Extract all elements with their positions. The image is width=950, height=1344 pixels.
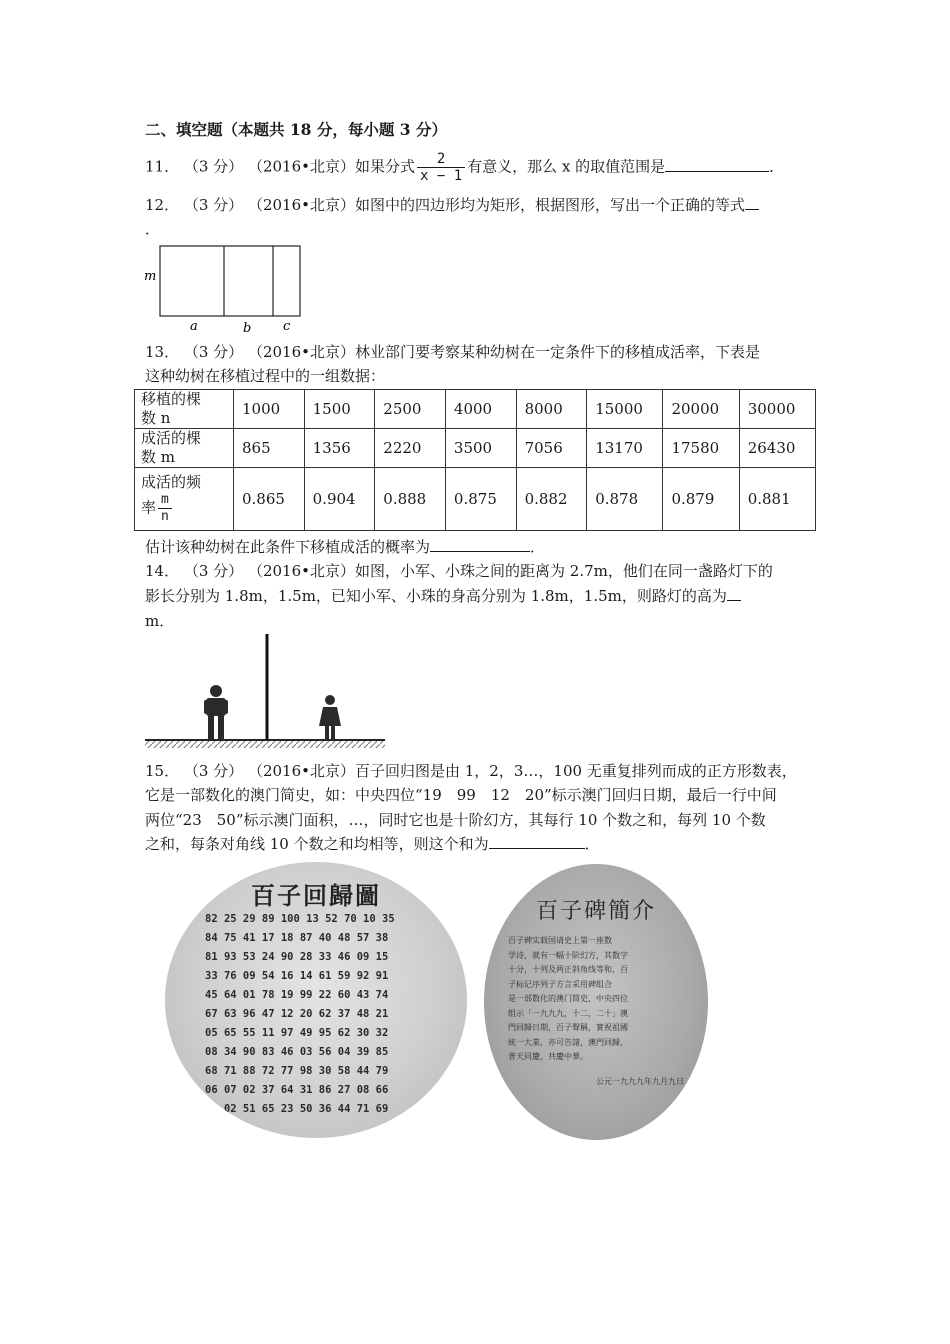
stele-line: 组示「一九九九，十二，二十」澳 — [508, 1008, 628, 1018]
q14-text-line3: m． — [145, 612, 175, 630]
q11-points: （3 分） — [183, 157, 244, 176]
bainzi-huigui-title: 百子回歸圖 — [251, 882, 381, 910]
table-cell: 4000 — [445, 390, 516, 429]
table-cell: 0.865 — [234, 468, 305, 531]
q12-text: 如图中的四边形均为矩形，根据图形，写出一个正确的等式 — [355, 196, 746, 214]
frequency-fraction: $\frac{m}{n}$ — [158, 492, 172, 525]
q15-source: （2016•北京） — [247, 762, 355, 780]
q15-number: 15． — [145, 762, 180, 780]
table-cell: 13170 — [587, 429, 663, 468]
person-xiaozhu-icon — [319, 695, 341, 740]
q11-number: 11． — [145, 157, 180, 176]
label-a: a — [190, 319, 198, 334]
question-15 — [145, 759, 797, 783]
stele-date: 公元一九九九年九月九日 — [596, 1076, 684, 1086]
question-11 — [145, 151, 784, 184]
table-cell: 0.882 — [516, 468, 587, 531]
ground-hatching — [145, 740, 385, 748]
label-b: b — [243, 321, 252, 336]
magic-square-grid — [205, 910, 435, 1119]
q14-lamp-figure — [140, 630, 390, 752]
q15-end: ． — [584, 835, 600, 853]
q11-source: （2016•北京） — [247, 157, 355, 176]
q13-after-text: 估计该种幼树在此条件下移植成活的概率为 — [145, 538, 431, 556]
q12-end: ． — [145, 220, 161, 238]
grid-row: 33 76 09 54 16 14 61 59 92 91 — [205, 970, 389, 982]
table-cell: 2500 — [375, 390, 446, 429]
grid-row: 08 34 90 83 46 03 56 04 39 85 — [205, 1046, 389, 1058]
table-cell: 865 — [234, 429, 305, 468]
stele-line: 普天同慶，共慶中華。 — [508, 1052, 588, 1061]
q13-end: ． — [530, 538, 546, 556]
grid-row: 84 75 41 17 18 87 40 48 57 38 — [205, 932, 389, 944]
table-cell: 0.879 — [663, 468, 739, 531]
stele-line: 学诗，就有一幅十阶幻方，其数字 — [508, 950, 628, 960]
q14-points: （3 分） — [183, 562, 244, 580]
q12-points: （3 分） — [183, 196, 244, 214]
person-xiaojun-icon — [204, 685, 228, 740]
table-cell: 0.878 — [587, 468, 663, 531]
q14-line2 — [145, 584, 741, 608]
table-row-transplanted — [135, 390, 816, 429]
q13-after — [145, 535, 545, 559]
stele-line: 十分，十列及两正斜角线等和，百 — [508, 965, 628, 974]
q15-text-line4: 之和，每条对角线 10 个数之和均相等，则这个和为 — [145, 835, 489, 853]
stele-text — [508, 934, 690, 1089]
q11-fraction-denominator: x − 1 — [417, 167, 465, 184]
stele-line: 子标记序列子方言采用碑组合 — [508, 979, 612, 989]
table-cell: 17580 — [663, 429, 739, 468]
q15-line4 — [145, 832, 600, 856]
q11-answer-blank[interactable] — [665, 155, 769, 172]
outer-rectangle — [160, 246, 300, 316]
table-cell: 15000 — [587, 390, 663, 429]
grid-row: 06 07 02 37 64 31 86 27 08 66 — [205, 1084, 389, 1096]
q13-text-line1: 林业部门要考察某种幼树在一定条件下的移植成活率，下表是 — [355, 343, 761, 361]
grid-row: 67 63 96 47 12 20 62 37 48 21 — [205, 1008, 389, 1020]
table-cell: 0.888 — [375, 468, 446, 531]
table-cell: 30000 — [739, 390, 815, 429]
label-m: m — [144, 269, 157, 284]
q13-source: （2016•北京） — [247, 343, 355, 361]
q14-answer-blank[interactable] — [727, 584, 741, 601]
grid-row: 68 71 88 72 77 98 30 58 44 79 — [205, 1065, 389, 1077]
q12-rectangle-figure — [140, 240, 310, 336]
question-12 — [145, 193, 759, 217]
table-cell: 26430 — [739, 429, 815, 468]
row-header-survived: 成活的棵 数 m — [135, 429, 234, 468]
q12-source: （2016•北京） — [247, 196, 355, 214]
table-cell: 0.881 — [739, 468, 815, 531]
q11-text-after: 有意义，那么 x 的取值范围是 — [467, 157, 666, 176]
q13-text-line2: 这种幼树在移植过程中的一组数据： — [145, 367, 386, 385]
table-cell: 1000 — [234, 390, 305, 429]
q13-answer-blank[interactable] — [430, 535, 530, 552]
table-cell: 0.875 — [445, 468, 516, 531]
table-cell: 20000 — [663, 390, 739, 429]
q11-fraction-numerator: 2 — [436, 151, 446, 167]
q15-answer-blank[interactable] — [489, 832, 585, 849]
stele-line: 是一部数化的澳门简史，中央四位 — [508, 994, 628, 1003]
q14-text-line1: 如图，小军、小珠之间的距离为 2.7m，他们在同一盏路灯下的 — [355, 562, 773, 580]
q12-number: 12． — [145, 196, 180, 214]
q13-points: （3 分） — [183, 343, 244, 361]
table-row-frequency — [135, 468, 816, 531]
grid-row: 81 93 53 24 90 28 33 46 09 15 — [205, 951, 389, 963]
row-header-frequency: 成活的频 率 $\frac{m}{n}$ — [135, 468, 234, 531]
table-cell: 1500 — [304, 390, 375, 429]
table-cell: 3500 — [445, 429, 516, 468]
grid-row: 05 65 55 11 97 49 95 62 30 32 — [205, 1027, 389, 1039]
section-title: 二、填空题（本题共 18 分，每小题 3 分） — [145, 120, 447, 139]
table-cell: 2220 — [375, 429, 446, 468]
stele-title: 百子碑簡介 — [535, 899, 656, 924]
table-cell: 0.904 — [304, 468, 375, 531]
stele-line: 門回歸日期，百子聲稱，實祝祖國 — [508, 1023, 628, 1032]
label-c: c — [283, 319, 291, 334]
q15-text-line3: 两位“23 50”标示澳门面积，…，同时它也是十阶幻方，其每行 10 个数之和，每列 10 个数 — [145, 811, 766, 829]
question-13 — [145, 340, 760, 364]
bainzi-stele-image — [484, 864, 708, 1140]
grid-row: 82 25 29 89 100 13 52 70 10 35 — [205, 913, 395, 925]
q11-end: ． — [769, 157, 785, 176]
question-14 — [145, 559, 773, 583]
q12-answer-blank[interactable] — [745, 193, 759, 210]
bainzi-huigui-image — [165, 862, 467, 1138]
q15-text-line1: 百子回归图是由 1，2，3…，100 无重复排列而成的正方形数表， — [355, 762, 797, 780]
row-header-transplanted: 移植的棵 数 n — [135, 390, 234, 429]
q13-data-table — [134, 389, 816, 531]
q14-number: 14． — [145, 562, 180, 580]
grid-row: 45 64 01 78 19 99 22 60 43 74 — [205, 989, 389, 1001]
q14-text-line2: 影长分别为 1.8m，1.5m，已知小军、小珠的身高分别为 1.8m，1.5m，则路灯的高为 — [145, 587, 727, 605]
q13-number: 13． — [145, 343, 180, 361]
q14-source: （2016•北京） — [247, 562, 355, 580]
table-cell: 8000 — [516, 390, 587, 429]
stele-line: 統一大業，亦可告諸，澳門回歸， — [508, 1037, 628, 1047]
q15-points: （3 分） — [183, 762, 244, 780]
q11-text-before: 如果分式 — [355, 157, 416, 176]
stele-line: 百子碑实载国请史上第一座数 — [508, 936, 612, 945]
q15-text-line2: 它是一部数化的澳门简史，如：中央四位“19 99 12 20”标示澳门回归日期，最后一行中间 — [145, 786, 777, 804]
grid-row: 94 02 51 65 23 50 36 44 71 69 — [205, 1103, 389, 1115]
table-row-survived — [135, 429, 816, 468]
table-cell: 7056 — [516, 429, 587, 468]
table-cell: 1356 — [304, 429, 375, 468]
q11-fraction — [417, 151, 465, 184]
